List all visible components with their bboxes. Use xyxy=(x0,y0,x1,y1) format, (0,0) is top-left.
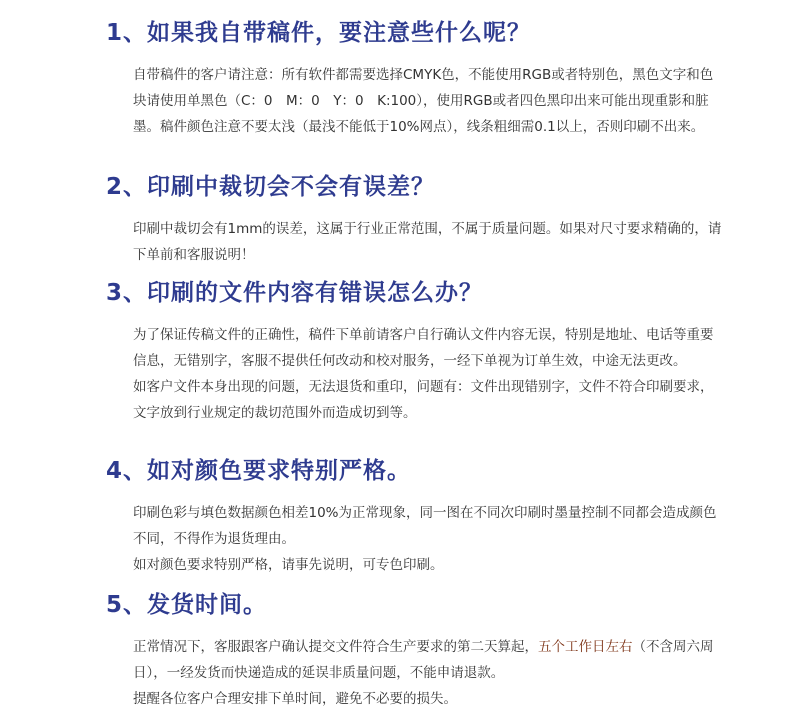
faq-answer-paragraph: 为了保证传稿文件的正确性，稿件下单前请客户自行确认文件内容无误，特别是地址、电话等重要信息，无错别字，客服不提供任何改动和校对服务，一经下单视为订单生效，中途无法更改。 xyxy=(133,327,714,369)
faq-answer-paragraph: 印刷中裁切会有1mm的误差，这属于行业正常范围，不属于质量问题。如果对尺寸要求精确的，请下单前和客服说明！ xyxy=(133,221,722,263)
faq-question-title: 1、如果我自带稿件，要注意些什么呢？ xyxy=(106,20,532,46)
faq-answer xyxy=(133,500,723,578)
faq-question-title: 5、发货时间。 xyxy=(106,592,268,618)
answer-text: 正常情况下，客服跟客户确认提交文件符合生产要求的第二天算起， xyxy=(133,639,538,655)
faq-item-file-errors xyxy=(106,278,723,426)
faq-answer-paragraph: 如客户文件本身出现的问题，无法退货和重印，问题有：文件出现错别字，文件不符合印刷要求，文字放到行业规定的裁切范围外而造成切到等。 xyxy=(133,379,714,421)
highlighted-delivery-time: 五个工作日左右 xyxy=(538,639,633,655)
faq-item-color-accuracy xyxy=(106,456,723,578)
faq-question-title: 3、印刷的文件内容有错误怎么办？ xyxy=(106,280,484,306)
faq-item-color-mode xyxy=(106,18,723,140)
faq-answer xyxy=(133,634,723,712)
faq-item-shipping-time xyxy=(106,590,723,712)
answer-text: （不含周六周日），一经发货而快递造成的延误非质量问题，不能申请退款。 xyxy=(133,639,714,681)
faq-answer xyxy=(133,322,723,426)
faq-answer-paragraph xyxy=(133,634,723,686)
faq-item-cutting-tolerance xyxy=(106,172,723,268)
faq-question-title: 2、印刷中裁切会不会有误差？ xyxy=(106,174,436,200)
faq-answer xyxy=(133,62,723,140)
faq-answer-paragraph: 如对颜色要求特别严格，请事先说明，可专色印刷。 xyxy=(133,557,444,573)
faq-answer xyxy=(133,216,723,268)
faq-question-title: 4、如对颜色要求特别严格。 xyxy=(106,458,412,484)
faq-answer-paragraph: 提醒各位客户合理安排下单时间，避免不必要的损失。 xyxy=(133,691,457,707)
faq-answer-paragraph: 自带稿件的客户请注意：所有软件都需要选择CMYK色，不能使用RGB或者特别色，黑色文字和色块请使用单黑色（C：0 M：0 Y：0 K:100），使用RGB或者四色黑印出来可能出现重影和脏墨。稿件颜色注意不要太浅（最浅不能低于10%网点），线条粗细需0.1以上，否则印刷不出来。 xyxy=(133,67,714,135)
faq-answer-paragraph: 印刷色彩与填色数据颜色相差10%为正常现象，同一图在不同次印刷时墨量控制不同都会造成颜色不同，不得作为退货理由。 xyxy=(133,505,717,547)
